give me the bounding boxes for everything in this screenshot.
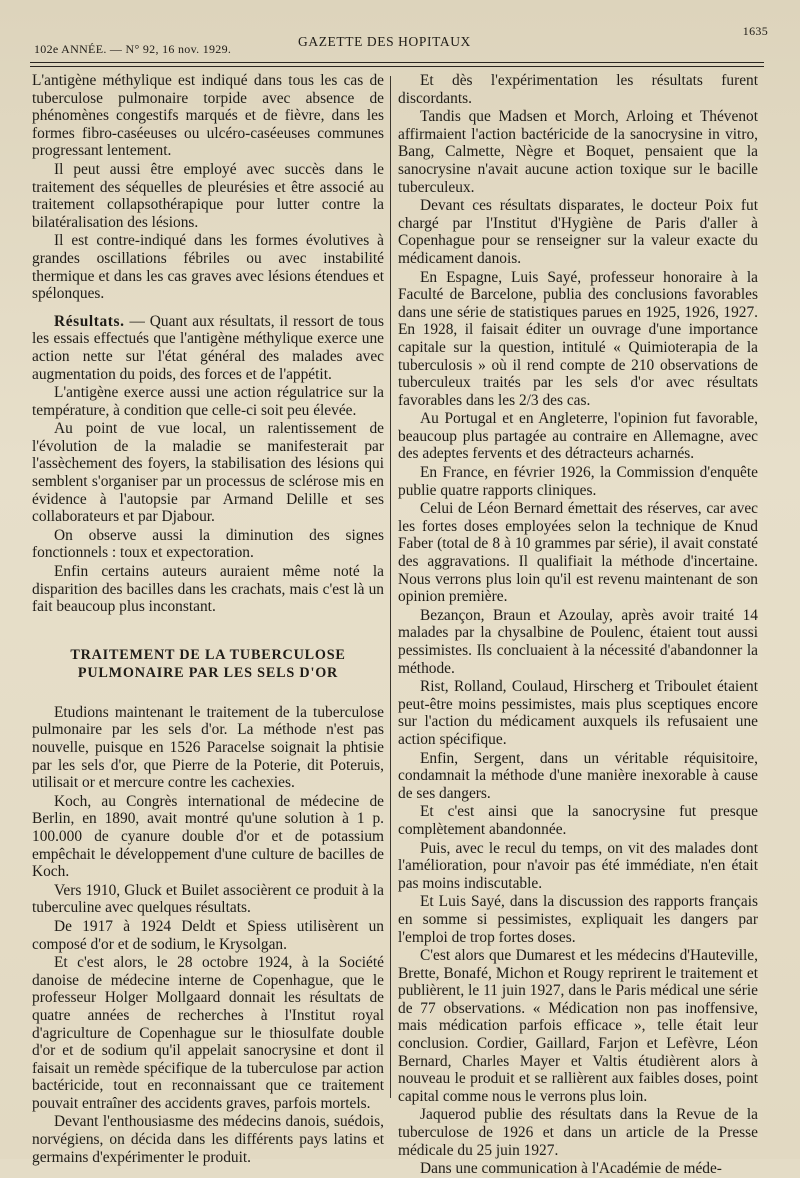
paragraph: Bezançon, Braun et Azoulay, après avoir traité 14 malades par la chysalbine de Poulenc, étaient tout aussi pessimistes. Ils concluaient à la nécessité d'abandonner la méthode. <box>398 606 758 677</box>
paragraph: C'est alors que Dumarest et les médecins d'Hauteville, Brette, Bonafé, Michon et Rougy reprirent le traitement et publièrent, le 11 juin 1927, dans le Paris médical une série de 77 observations. « Médication non pas inoffensive, mais médication parfois efficace », telle était leur conclusion. Cordier, Gaillard, Farjon et Lefèvre, Léon Bernard, Charles Mayer et Valtis étudièrent alors à nouveau le produit et se rallièrent aux faibles doses, point capital comme nous le verrons plus loin. <box>398 947 758 1105</box>
paragraph: Celui de Léon Bernard émettait des réserves, car avec les fortes doses employées selon la technique de Knud Faber (total de 8 à 10 grammes par série), il avait constaté des aggravations. Il qualifiait la méthode d'incertaine. Nous verrons plus loin qu'il est revenu maintenant de son opinion première. <box>398 500 758 606</box>
paragraph: Et c'est ainsi que la sanocrysine fut presque complètement abandonnée. <box>398 803 758 838</box>
paragraph: Au Portugal et en Angleterre, l'opinion fut favorable, beaucoup plus partagée au contraire en Allemagne, avec des adeptes fervents et des détracteurs acharnés. <box>398 410 758 463</box>
page-header <box>30 24 770 62</box>
paragraph: Etudions maintenant le traitement de la tuberculose pulmonaire par les sels d'or. La méthode n'est pas nouvelle, puisque en 1526 Paracelse soignait la phtisie par les sels d'or, que Pierre de la Poterie, dit Poteruis, utilisait or et mercure contre les cachexies. <box>32 703 384 792</box>
paragraph: De 1917 à 1924 Deldt et Spiess utilisèrent un composé d'or et de sodium, le Krysolgan. <box>32 917 384 953</box>
page-number: 1635 <box>742 24 768 38</box>
section-title-line: TRAITEMENT DE LA TUBERCULOSE <box>70 646 346 663</box>
paragraph: Vers 1910, Gluck et Builet associèrent ce produit à la tuberculine avec quelques résultats. <box>32 881 384 917</box>
paragraph: Dans une communication à l'Académie de méde- <box>420 1160 722 1178</box>
paragraph: Koch, au Congrès international de médecine de Berlin, en 1890, avait montré qu'une solution à 1 p. 100.000 de cyanure double d'or et de potassium empêchait le développement d'une culture de bacilles de Koch. <box>32 792 384 881</box>
paragraph: Et c'est alors, le 28 octobre 1924, à la Société danoise de médecine interne de Copenhague, que le professeur Holger Mollgaard donnait les résultats de quatre années de recherches à l'Institut royal d'agriculture de Copenhague sur le thiosulfate double d'or et de sodium qu'il appelait sanocrysine et dont il faisait un remède spécifique de la tuberculose par action bactéricide, tout en reconnaissant que ce traitement pouvait entraîner des accidents graves, parfois mortels. <box>32 954 384 1112</box>
paragraph: On observe aussi la diminution des signes fonctionnels : toux et expectoration. <box>32 526 384 562</box>
section-title-line: PULMONAIRE PAR LES SELS D'OR <box>77 664 339 681</box>
results-text: — Quant aux résultats, il ressort de tous les essais effectués que l'antigène méthylique exerce une action nette sur l'état général des malades avec augmentation du poids, des forces et de l'appétit. <box>32 312 384 383</box>
paragraph: Enfin, Sergent, dans un véritable réquisitoire, condamnait la méthode d'une manière inexorable à cause de ses dangers. <box>398 749 758 802</box>
paragraph: En France, en février 1926, la Commission d'enquête publie quatre rapports cliniques. <box>398 464 758 499</box>
header-rule-thin <box>30 66 764 67</box>
issue-info: 102e ANNÉE. — N° 92, 16 nov. 1929. <box>34 42 232 56</box>
paragraph: Au point de vue local, un ralentissement de l'évolution de la maladie se manifesterait par l'assèchement des foyers, la stabilisation des lésions qui semblent s'organiser par un processus de sclérose mis en évidence à l'autopsie par Armand Delille et ses collaborateurs et par Djabour. <box>32 420 384 526</box>
paragraph: Puis, avec le recul du temps, on vit des malades dont l'amélioration, pour n'avoir pas été immédiate, n'en était pas moins indiscutable. <box>398 839 758 892</box>
results-heading: Résultats. <box>54 312 125 330</box>
column-divider <box>390 76 391 1098</box>
left-column <box>32 72 384 1166</box>
paragraph: En Espagne, Luis Sayé, professeur honoraire à la Faculté de Barcelone, publia des conclusions favorables dans une série de statistiques parues en 1925, 1926, 1927. En 1928, il faisait éditer un ouvrage d'une importance capitale sur la question, intitulé « Quimioterapia de la tuberculosis » où il rend compte de 210 observations de tuberculeux traités par les sels d'or avec résultats favorables dans les 2/3 des cas. <box>398 268 758 409</box>
paragraph: Devant l'enthousiasme des médecins danois, suédois, norvégiens, on décida dans les différents pays latins et germains d'expérimenter le produit. <box>32 1113 384 1166</box>
paragraph: Enfin certains auteurs auraient même noté la disparition des bacilles dans les crachats, mais c'est là un fait beaucoup plus inconstant. <box>32 563 384 616</box>
paragraph: L'antigène méthylique est indiqué dans tous les cas de tuberculose pulmonaire torpide avec absence de phénomènes congestifs marqués et de fièvre, dans les formes fibro-caséeuses ou ulcéro-caséeuses communes progressant lentement. <box>32 72 384 160</box>
paragraph: Et dès l'expérimentation les résultats furent discordants. <box>398 72 758 107</box>
journal-title: GAZETTE DES HOPITAUX <box>298 34 471 49</box>
paragraph-results <box>32 313 384 383</box>
paragraph: Et Luis Sayé, dans la discussion des rapports français en somme si pessimistes, expliquait les dangers par l'emploi de trop fortes doses. <box>398 893 758 946</box>
paragraph: Il est contre-indiqué dans les formes évolutives à grandes oscillations fébriles ou avec instabilité thermique et dans les cas graves avec lésions étendues et spélonques. <box>32 232 384 303</box>
paragraph: Tandis que Madsen et Morch, Arloing et Thévenot affirmaient l'action bactéricide de la sanocrysine in vitro, Bang, Calmette, Nègre et Boquet, pensaient que la sanocrysine n'avait aucune action toxique sur le bacille tuberculeux. <box>398 108 758 196</box>
paragraph: L'antigène exerce aussi une action régulatrice sur la température, à condition que celle-ci soit peu élevée. <box>32 384 384 419</box>
paragraph: Rist, Rolland, Coulaud, Hirscherg et Triboulet étaient peut-être moins pessimistes, mais plus sceptiques encore sur l'action du médicament auxquels ils refusaient une action spécifique. <box>398 678 758 748</box>
paragraph: Jaquerod publie des résultats dans la Revue de la tuberculose de 1926 et dans un article de la Presse médicale du 25 juin 1927. <box>398 1106 758 1159</box>
header-rule <box>30 62 764 63</box>
section-title <box>32 646 384 682</box>
paragraph: Devant ces résultats disparates, le docteur Poix fut chargé par l'Institut d'Hygiène de Paris d'aller à Copenhague pour se renseigner sur la valeur exacte du médicament danois. <box>398 197 758 267</box>
right-column <box>398 72 758 1178</box>
paragraph: Il peut aussi être employé avec succès dans le traitement des séquelles de pleurésies et être associé au traitement collapsothérapique pour lutter contre la bilatéralisation des lésions. <box>32 160 384 231</box>
